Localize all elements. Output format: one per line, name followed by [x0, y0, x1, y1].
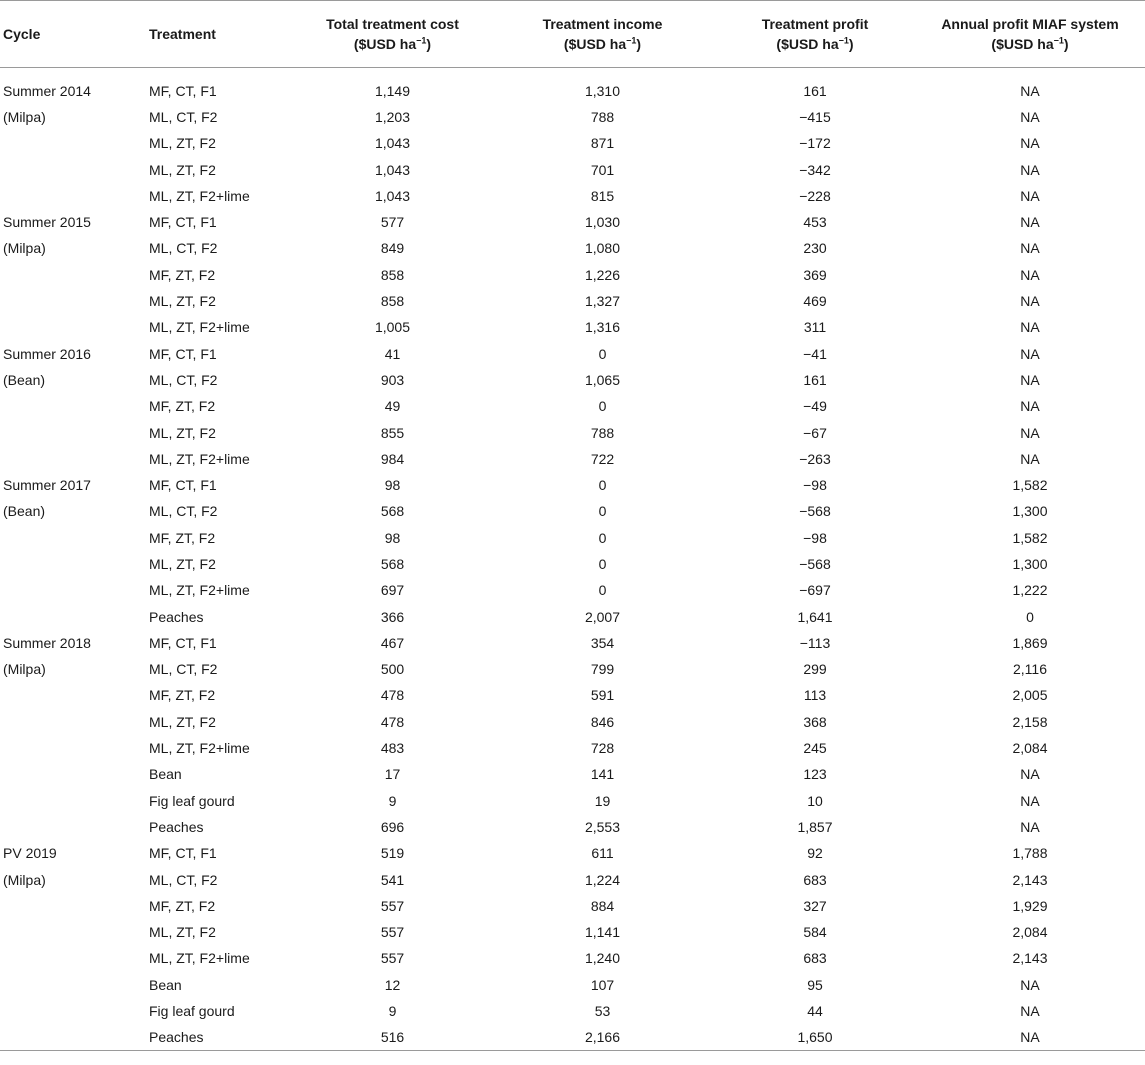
table-row: [0, 630, 1145, 656]
table-row: [0, 814, 1145, 840]
cell-income: 0: [598, 345, 607, 362]
cell-cycle: [0, 735, 145, 761]
table-row: [0, 656, 1145, 682]
cell-total-cost: 98: [384, 477, 401, 494]
cell-profit: 1,857: [797, 818, 833, 835]
table-row: [0, 419, 1145, 445]
cell-cycle: [0, 998, 145, 1024]
cell-annual-profit: 1,300: [1012, 555, 1048, 572]
cell-cycle: (Milpa): [3, 661, 46, 678]
table-row: [0, 788, 1145, 814]
cell-annual-profit: NA: [1020, 398, 1040, 415]
cell-treatment: Bean: [149, 976, 182, 993]
cell-treatment: ML, CT, F2: [149, 871, 218, 888]
table-row: [0, 78, 1145, 104]
table-row: [0, 498, 1145, 524]
cell-total-cost: 568: [380, 503, 405, 520]
cell-income: 0: [598, 503, 607, 520]
cell-total-cost: 1,043: [374, 187, 411, 204]
table-row: [0, 840, 1145, 866]
cell-treatment: ML, CT, F2: [149, 371, 218, 388]
cell-income: 846: [590, 713, 615, 730]
cell-income: 884: [590, 897, 615, 914]
cell-cycle: [0, 183, 145, 209]
cell-income: 871: [590, 135, 615, 152]
cell-treatment: ML, ZT, F2: [149, 424, 216, 441]
table-row: [0, 209, 1145, 235]
cell-treatment: ML, ZT, F2+lime: [149, 187, 250, 204]
table-row: [0, 446, 1145, 472]
cell-total-cost: 17: [384, 766, 401, 783]
cell-profit: −67: [803, 424, 827, 441]
cell-annual-profit: NA: [1020, 976, 1040, 993]
table-row: [0, 472, 1145, 498]
cell-treatment: MF, CT, F1: [149, 634, 217, 651]
cell-treatment: ML, ZT, F2+lime: [149, 319, 250, 336]
spacer-row: [0, 68, 1145, 78]
cell-total-cost: 568: [380, 555, 405, 572]
cell-treatment: MF, ZT, F2: [149, 687, 216, 704]
cell-cycle: [0, 972, 145, 998]
cell-total-cost: 478: [380, 713, 405, 730]
cell-income: 1,030: [584, 214, 621, 231]
cell-profit: 1,650: [715, 1024, 915, 1050]
cell-cycle: [0, 393, 145, 419]
cell-treatment: Bean: [149, 766, 182, 783]
cell-annual-profit: 2,143: [1012, 871, 1048, 888]
cell-cycle: [0, 919, 145, 945]
cell-total-cost: 9: [388, 792, 397, 809]
cell-profit: −568: [799, 503, 831, 520]
cell-annual-profit: 2,116: [1013, 661, 1047, 678]
cell-profit: −697: [799, 582, 831, 599]
cell-cycle: [0, 603, 145, 629]
cell-annual-profit: NA: [1020, 319, 1040, 336]
table-row: [0, 761, 1145, 787]
table-row: [0, 235, 1145, 261]
header-cycle: Cycle: [3, 26, 41, 42]
cell-cycle: [0, 814, 145, 840]
cell-cycle: [0, 551, 145, 577]
cell-annual-profit: NA: [915, 1024, 1145, 1050]
cell-total-cost: 41: [384, 345, 401, 362]
cell-annual-profit: 1,929: [1012, 897, 1048, 914]
cell-profit: 230: [803, 240, 827, 257]
table-row: [0, 314, 1145, 340]
cell-treatment: MF, ZT, F2: [149, 266, 216, 283]
header-profit: Treatment profit ($USD $ha^{-1}$): [761, 16, 869, 52]
table-row: [0, 682, 1145, 708]
cell-cycle: (Bean): [3, 503, 46, 520]
cell-treatment: MF, CT, F1: [149, 214, 217, 231]
table-row: [0, 945, 1145, 971]
cell-profit: −113: [799, 634, 831, 651]
cell-total-cost: 1,005: [374, 319, 411, 336]
cell-annual-profit: 1,300: [1012, 503, 1048, 520]
cell-total-cost: 500: [380, 661, 405, 678]
cell-income: 1,141: [584, 924, 621, 941]
cell-cycle: [0, 709, 145, 735]
cell-treatment: ML, ZT, F2: [149, 293, 216, 310]
cell-treatment: MF, CT, F1: [149, 477, 217, 494]
cell-treatment: ML, ZT, F2: [149, 713, 216, 730]
cell-annual-profit: NA: [1020, 266, 1040, 283]
cell-total-cost: 12: [384, 976, 401, 993]
header-row: [0, 1, 1145, 68]
cell-treatment: MF, ZT, F2: [149, 897, 216, 914]
cell-profit: 44: [807, 1003, 823, 1020]
cell-total-cost: 519: [380, 845, 405, 862]
cell-treatment: ML, CT, F2: [149, 240, 218, 257]
cell-income: 1,327: [584, 293, 621, 310]
cell-treatment: ML, ZT, F2: [149, 924, 216, 941]
cell-total-cost: 557: [380, 950, 405, 967]
cell-cycle: (Milpa): [3, 108, 46, 125]
cell-income: 0: [598, 398, 607, 415]
table-row: [0, 866, 1145, 892]
cell-annual-profit: NA: [1020, 1003, 1040, 1020]
table-row: [0, 104, 1145, 130]
cell-profit: 469: [803, 293, 827, 310]
cell-income: 788: [590, 424, 615, 441]
cell-annual-profit: 2,084: [1012, 924, 1048, 941]
cell-cycle: PV 2019: [3, 845, 57, 862]
cell-total-cost: 858: [380, 293, 405, 310]
cell-annual-profit: 2,084: [1012, 740, 1048, 757]
cell-annual-profit: NA: [1020, 214, 1040, 231]
table-row: [0, 156, 1145, 182]
cell-cycle: [0, 446, 145, 472]
cell-income: 591: [590, 687, 615, 704]
cell-total-cost: 849: [380, 240, 405, 257]
cell-annual-profit: NA: [1020, 161, 1040, 178]
cell-cycle: [0, 1024, 145, 1050]
cell-annual-profit: NA: [1020, 371, 1040, 388]
cell-income: 1,316: [584, 319, 621, 336]
cell-treatment: MF, ZT, F2: [149, 529, 216, 546]
cell-treatment: ML, CT, F2: [149, 108, 218, 125]
cell-cycle: (Milpa): [3, 240, 46, 257]
cell-income: 1,226: [584, 266, 621, 283]
cell-total-cost: 49: [384, 398, 401, 415]
table-row: [0, 577, 1145, 603]
cell-profit: 123: [803, 766, 827, 783]
cell-annual-profit: NA: [1020, 82, 1040, 99]
cell-income: 701: [590, 161, 615, 178]
cell-cycle: Summer 2017: [3, 477, 91, 494]
cell-total-cost: 9: [388, 1003, 397, 1020]
cell-income: 1,224: [584, 871, 621, 888]
cell-cycle: [0, 314, 145, 340]
cell-annual-profit: 1,582: [1012, 477, 1048, 494]
cell-treatment: ML, ZT, F2+lime: [149, 740, 250, 757]
cell-profit: 161: [803, 371, 827, 388]
cell-profit: 95: [807, 976, 823, 993]
cell-income: 2,007: [584, 608, 621, 625]
cell-cycle: [0, 788, 145, 814]
cell-annual-profit: NA: [1020, 293, 1040, 310]
cell-profit: −263: [799, 450, 831, 467]
table-row: [0, 603, 1145, 629]
cell-annual-profit: NA: [1020, 345, 1040, 362]
cell-annual-profit: 1,788: [1012, 845, 1048, 862]
cell-treatment: MF, ZT, F2: [149, 398, 216, 415]
cell-treatment: Peaches: [149, 818, 204, 835]
cell-income: 611: [591, 845, 614, 862]
cell-profit: −415: [799, 108, 831, 125]
table-row: [0, 893, 1145, 919]
table-body: [0, 68, 1145, 1051]
cell-annual-profit: NA: [1020, 135, 1040, 152]
cell-profit: 1,641: [797, 608, 833, 625]
cell-profit: 10: [807, 792, 823, 809]
cell-total-cost: 1,149: [374, 82, 411, 99]
cell-income: 788: [590, 108, 615, 125]
table-row: [0, 551, 1145, 577]
cell-income: 0: [598, 582, 607, 599]
cell-income: 728: [590, 740, 615, 757]
cell-annual-profit: NA: [1020, 766, 1040, 783]
cell-cycle: [0, 761, 145, 787]
header-income: Treatment income ($USD $ha^{-1}$): [542, 16, 663, 52]
cell-annual-profit: 2,005: [1012, 687, 1048, 704]
cell-treatment: ML, ZT, F2+lime: [149, 450, 250, 467]
cell-annual-profit: NA: [1020, 450, 1040, 467]
cell-total-cost: 98: [384, 529, 401, 546]
table-row: [0, 1024, 1145, 1050]
cell-income: 107: [590, 976, 615, 993]
cell-treatment: MF, CT, F1: [149, 82, 217, 99]
cell-income: 354: [590, 634, 615, 651]
cell-cycle: [0, 577, 145, 603]
cell-annual-profit: NA: [1020, 792, 1040, 809]
cell-total-cost: 696: [380, 818, 405, 835]
cell-total-cost: 984: [380, 450, 405, 467]
cell-profit: −49: [803, 398, 827, 415]
cell-cycle: Summer 2016: [3, 345, 91, 362]
cell-profit: −172: [799, 135, 831, 152]
cell-cycle: Summer 2015: [3, 214, 91, 231]
cell-profit: 161: [803, 82, 827, 99]
cell-total-cost: 858: [380, 266, 405, 283]
cell-total-cost: 855: [380, 424, 405, 441]
cell-annual-profit: 0: [1026, 608, 1034, 625]
cell-annual-profit: NA: [1020, 424, 1040, 441]
table-row: [0, 525, 1145, 551]
cell-total-cost: 577: [380, 214, 405, 231]
table-row: [0, 288, 1145, 314]
cell-profit: −41: [803, 345, 827, 362]
table-row: [0, 709, 1145, 735]
cell-income: 2,553: [584, 818, 621, 835]
cell-treatment: Fig leaf gourd: [149, 792, 235, 809]
table-row: [0, 972, 1145, 998]
cell-annual-profit: 2,158: [1012, 713, 1048, 730]
cell-income: 0: [598, 529, 607, 546]
cell-treatment: Fig leaf gourd: [149, 1003, 235, 1020]
table-row: [0, 340, 1145, 366]
cell-treatment: ML, CT, F2: [149, 503, 218, 520]
cell-annual-profit: 1,582: [1012, 529, 1048, 546]
cell-cycle: [0, 288, 145, 314]
cell-total-cost: 467: [380, 634, 405, 651]
cell-annual-profit: 2,143: [1012, 950, 1048, 967]
cell-total-cost: 516: [295, 1024, 490, 1050]
cell-total-cost: 483: [380, 740, 405, 757]
cell-cycle: [0, 682, 145, 708]
cell-cycle: [0, 130, 145, 156]
cell-income: 722: [590, 450, 615, 467]
cell-cycle: (Bean): [3, 371, 46, 388]
table-row: [0, 919, 1145, 945]
cell-income: 1,065: [584, 371, 621, 388]
table-row: [0, 735, 1145, 761]
cell-cycle: [0, 262, 145, 288]
cell-total-cost: 903: [380, 371, 405, 388]
cell-profit: 368: [803, 713, 827, 730]
table-row: [0, 393, 1145, 419]
cell-income: 53: [594, 1003, 611, 1020]
cell-cycle: (Milpa): [3, 871, 46, 888]
cell-annual-profit: NA: [1020, 187, 1040, 204]
cell-total-cost: 557: [380, 897, 405, 914]
cell-cycle: [0, 419, 145, 445]
cell-total-cost: 478: [380, 687, 405, 704]
cell-total-cost: 557: [380, 924, 405, 941]
cell-cycle: [0, 525, 145, 551]
header-total-cost: Total treatment cost ($USD $ha^{-1}$): [326, 16, 459, 52]
cell-profit: 113: [803, 687, 827, 704]
cell-treatment: ML, ZT, F2+lime: [149, 582, 250, 599]
cell-treatment: ML, ZT, F2+lime: [149, 950, 250, 967]
cell-treatment: MF, CT, F1: [149, 845, 217, 862]
cell-profit: 311: [803, 319, 827, 336]
cell-profit: −568: [799, 555, 831, 572]
table-row: [0, 130, 1145, 156]
cell-total-cost: 1,203: [374, 108, 411, 125]
cell-treatment: MF, CT, F1: [149, 345, 217, 362]
cell-profit: −228: [799, 187, 831, 204]
cell-treatment: ML, CT, F2: [149, 661, 218, 678]
cell-cycle: [0, 893, 145, 919]
cell-cycle: [0, 156, 145, 182]
cell-income: 815: [590, 187, 615, 204]
cell-profit: −342: [799, 161, 831, 178]
cell-profit: 299: [803, 661, 827, 678]
table-row: [0, 367, 1145, 393]
cell-income: 141: [590, 766, 615, 783]
cell-profit: 683: [803, 950, 827, 967]
cell-treatment: ML, ZT, F2: [149, 555, 216, 572]
cell-income: 1,310: [584, 82, 621, 99]
cell-total-cost: 1,043: [374, 161, 411, 178]
cell-profit: −98: [803, 529, 827, 546]
cell-profit: 369: [803, 266, 827, 283]
cell-annual-profit: 1,869: [1012, 634, 1048, 651]
cell-treatment: Peaches: [149, 608, 204, 625]
cell-annual-profit: NA: [1020, 240, 1040, 257]
cell-profit: 584: [803, 924, 827, 941]
cell-annual-profit: NA: [1020, 108, 1040, 125]
cell-profit: 327: [803, 897, 827, 914]
cell-income: 1,240: [584, 950, 621, 967]
cell-income: 0: [598, 477, 607, 494]
cell-treatment: ML, ZT, F2: [149, 161, 216, 178]
cell-treatment: Peaches: [145, 1024, 295, 1050]
cell-income: 1,080: [584, 240, 621, 257]
cell-income: 0: [598, 555, 607, 572]
cell-profit: −98: [803, 477, 827, 494]
header-treatment: Treatment: [149, 26, 216, 42]
cell-treatment: ML, ZT, F2: [149, 135, 216, 152]
cell-annual-profit: 1,222: [1012, 582, 1048, 599]
cell-total-cost: 541: [380, 871, 405, 888]
cell-profit: 245: [803, 740, 827, 757]
cell-total-cost: 1,043: [374, 135, 411, 152]
cell-cycle: [0, 945, 145, 971]
cell-profit: 453: [803, 214, 827, 231]
cell-total-cost: 697: [380, 582, 405, 599]
header-annual-profit: Annual profit MIAF system ($USD $ha^{-1}$): [941, 16, 1119, 52]
cell-income: 2,166: [490, 1024, 715, 1050]
cell-profit: 92: [807, 845, 823, 862]
cell-annual-profit: NA: [1020, 818, 1040, 835]
cell-income: 799: [590, 661, 615, 678]
cell-total-cost: 366: [380, 608, 405, 625]
table-row: [0, 998, 1145, 1024]
table-row: [0, 183, 1145, 209]
cell-income: 19: [594, 792, 611, 809]
cell-profit: 683: [803, 871, 827, 888]
table-row: [0, 262, 1145, 288]
cell-cycle: Summer 2014: [3, 82, 91, 99]
cell-cycle: Summer 2018: [3, 634, 91, 651]
